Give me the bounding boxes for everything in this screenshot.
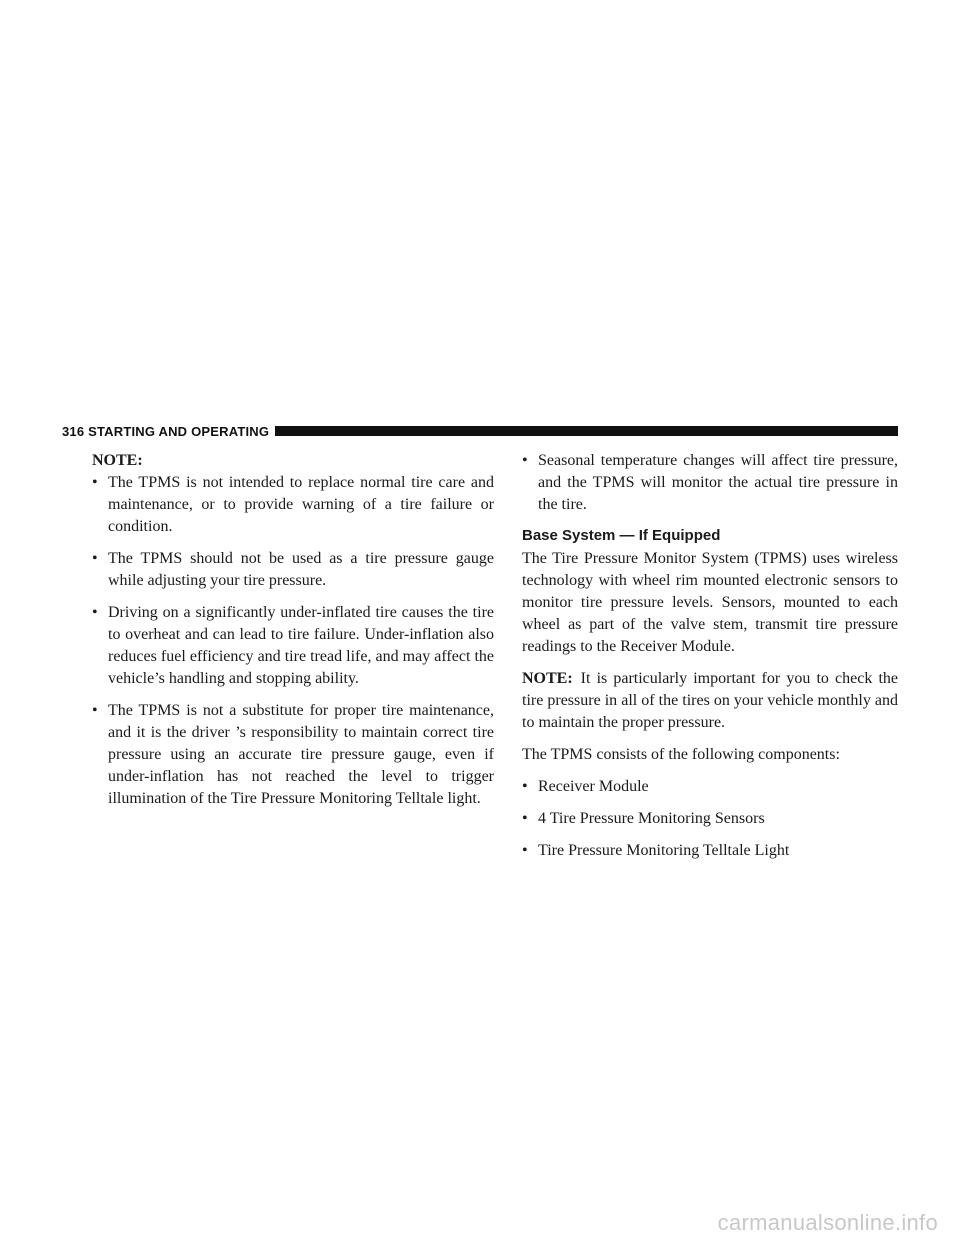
bullet-icon: • [92,474,98,491]
note-bullet-list [92,472,494,810]
section-heading: Base System — If Equipped [522,527,721,544]
right-column [522,450,898,872]
list-item: • The TPMS is not intended to replace normal tire care and maintenance, or to provide warning of a tire failure or condition. [92,474,494,535]
watermark: carmanualsonline.info [717,1210,938,1235]
body-paragraph: The Tire Pressure Monitor System (TPMS) uses wireless technology with wheel rim mounted electronic sensors to monitor tire pressure levels. Sensors, mounted to each wheel as part of the valve stem, transmit tire pressure readings to the Receiver Module. [522,550,898,655]
seasonal-bullet-list [522,450,898,516]
note-label: NOTE: [522,670,573,687]
bullet-icon: • [522,842,528,859]
components-intro: The TPMS consists of the following components: [522,746,840,763]
bullet-icon: • [522,778,528,795]
list-item: • Tire Pressure Monitoring Telltale Light [522,840,898,862]
list-item: • Seasonal temperature changes will affect tire pressure, and the TPMS will monitor the actual tire pressure in the tire. [522,452,898,513]
bullet-icon: • [92,604,98,621]
bullet-icon: • [522,452,528,469]
components-list [522,776,898,862]
bullet-icon: • [92,550,98,567]
bullet-icon: • [92,702,98,719]
left-column [92,450,494,820]
page-number-section-title: 316 STARTING AND OPERATING [62,423,270,439]
header-rule [275,426,898,436]
page-header [62,423,898,439]
list-item: • Driving on a significantly under-inflated tire causes the tire to overheat and can lead to tire failure. Under-inflation also reduces fuel efficiency and tire tread life, and may affect the vehicle’s handling and stopping ability. [92,604,494,687]
list-item: • 4 Tire Pressure Monitoring Sensors [522,808,898,830]
list-item: • The TPMS should not be used as a tire pressure gauge while adjusting your tire pressure. [92,550,494,589]
note-paragraph: NOTE: It is particularly important for you to check the tire pressure in all of the tires on your vehicle monthly and to maintain the proper pressure. [522,670,898,731]
list-item: • Receiver Module [522,776,898,798]
bullet-icon: • [522,810,528,827]
note-label: NOTE: [92,452,143,469]
list-item: • The TPMS is not a substitute for proper tire maintenance, and it is the driver ’s responsibility to maintain correct tire pressure using an accurate tire pressure gauge, even if under-inflation has not reached the level to trigger illumination of the Tire Pressure Monitoring Telltale light. [92,702,494,807]
